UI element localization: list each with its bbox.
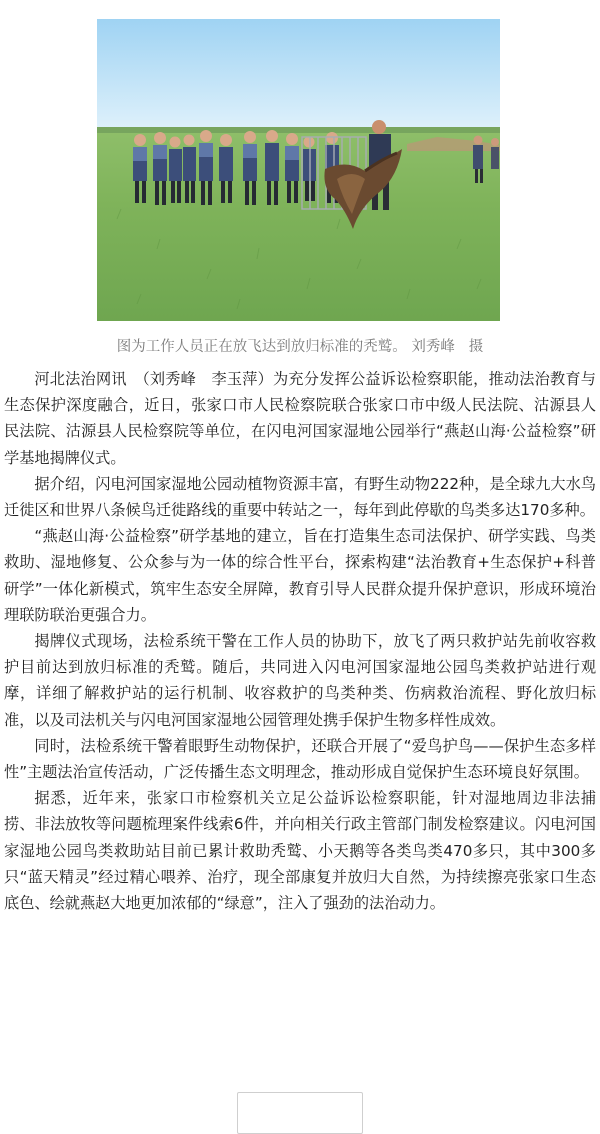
article-paragraph: 河北法治网讯 （刘秀峰 李玉萍）为充分发挥公益诉讼检察职能，推动法治教育与生态保护深度融合，近日，张家口市人民检察院联合张家口市中级人民法院、沽源县人民法院、沽源县人民检察院等单位，在闪电河国家湿地公园举行“燕赵山海·公益检察”研学基地揭牌仪式。	[4, 370, 596, 467]
photo-caption: 图为工作人员正在放飞达到放归标准的秃鹫。 刘秀峰 摄	[116, 339, 484, 355]
article-paragraph: 同时，法检系统干警着眼野生动物保护，还联合开展了“爱鸟护鸟——保护生态多样性”主题法治宣传活动，广泛传播生态文明理念，推动形成自觉保护生态环境良好氛围。	[4, 736, 596, 782]
article-paragraph: 据介绍，闪电河国家湿地公园动植物资源丰富，有野生动物222种，是全球九大水鸟迁徙区和世界八条候鸟迁徙路线的重要中转站之一，每年到此停歇的鸟类多达170多种。	[4, 474, 596, 520]
article-paragraph: 揭牌仪式现场，法检系统干警在工作人员的协助下，放飞了两只救护站先前收容救护目前达到放归标准的秃鹫。随后，共同进入闪电河国家湿地公园鸟类救护站进行观摩，详细了解救护站的运行机制、收容救护的鸟类种类、伤病救治流程、野化放归标准，以及司法机关与闪电河国家湿地公园管理处携手保护生物多样性成效。	[4, 632, 596, 729]
eagle-release-photo	[97, 19, 500, 321]
news-photo	[97, 19, 500, 321]
pagination-box[interactable]	[237, 1092, 363, 1134]
article-body	[4, 366, 596, 916]
article-paragraph: 据悉，近年来，张家口市检察机关立足公益诉讼检察职能，针对湿地周边非法捕捞、非法放牧等问题梳理案件线索6件，并向相关行政主管部门制发检察建议。闪电河国家湿地公园鸟类救助站目前已累计救助秃鹫、小天鹅等各类鸟类470多只，其中300多只“蓝天精灵”经过精心喂养、治疗，现全部康复并放归大自然，为持续擦亮张家口生态底色、绘就燕赵大地更加浓郁的“绿意”，注入了强劲的法治动力。	[4, 789, 596, 913]
article-paragraph: “燕赵山海·公益检察”研学基地的建立，旨在打造集生态司法保护、研学实践、鸟类救助、湿地修复、公众参与为一体的综合性平台，探索构建“法治教育+生态保护+科普研学”一体化新模式，筑牢生态安全屏障，教育引导人民群众提升保护意识，形成环境治理联防联治更强合力。	[4, 527, 596, 624]
